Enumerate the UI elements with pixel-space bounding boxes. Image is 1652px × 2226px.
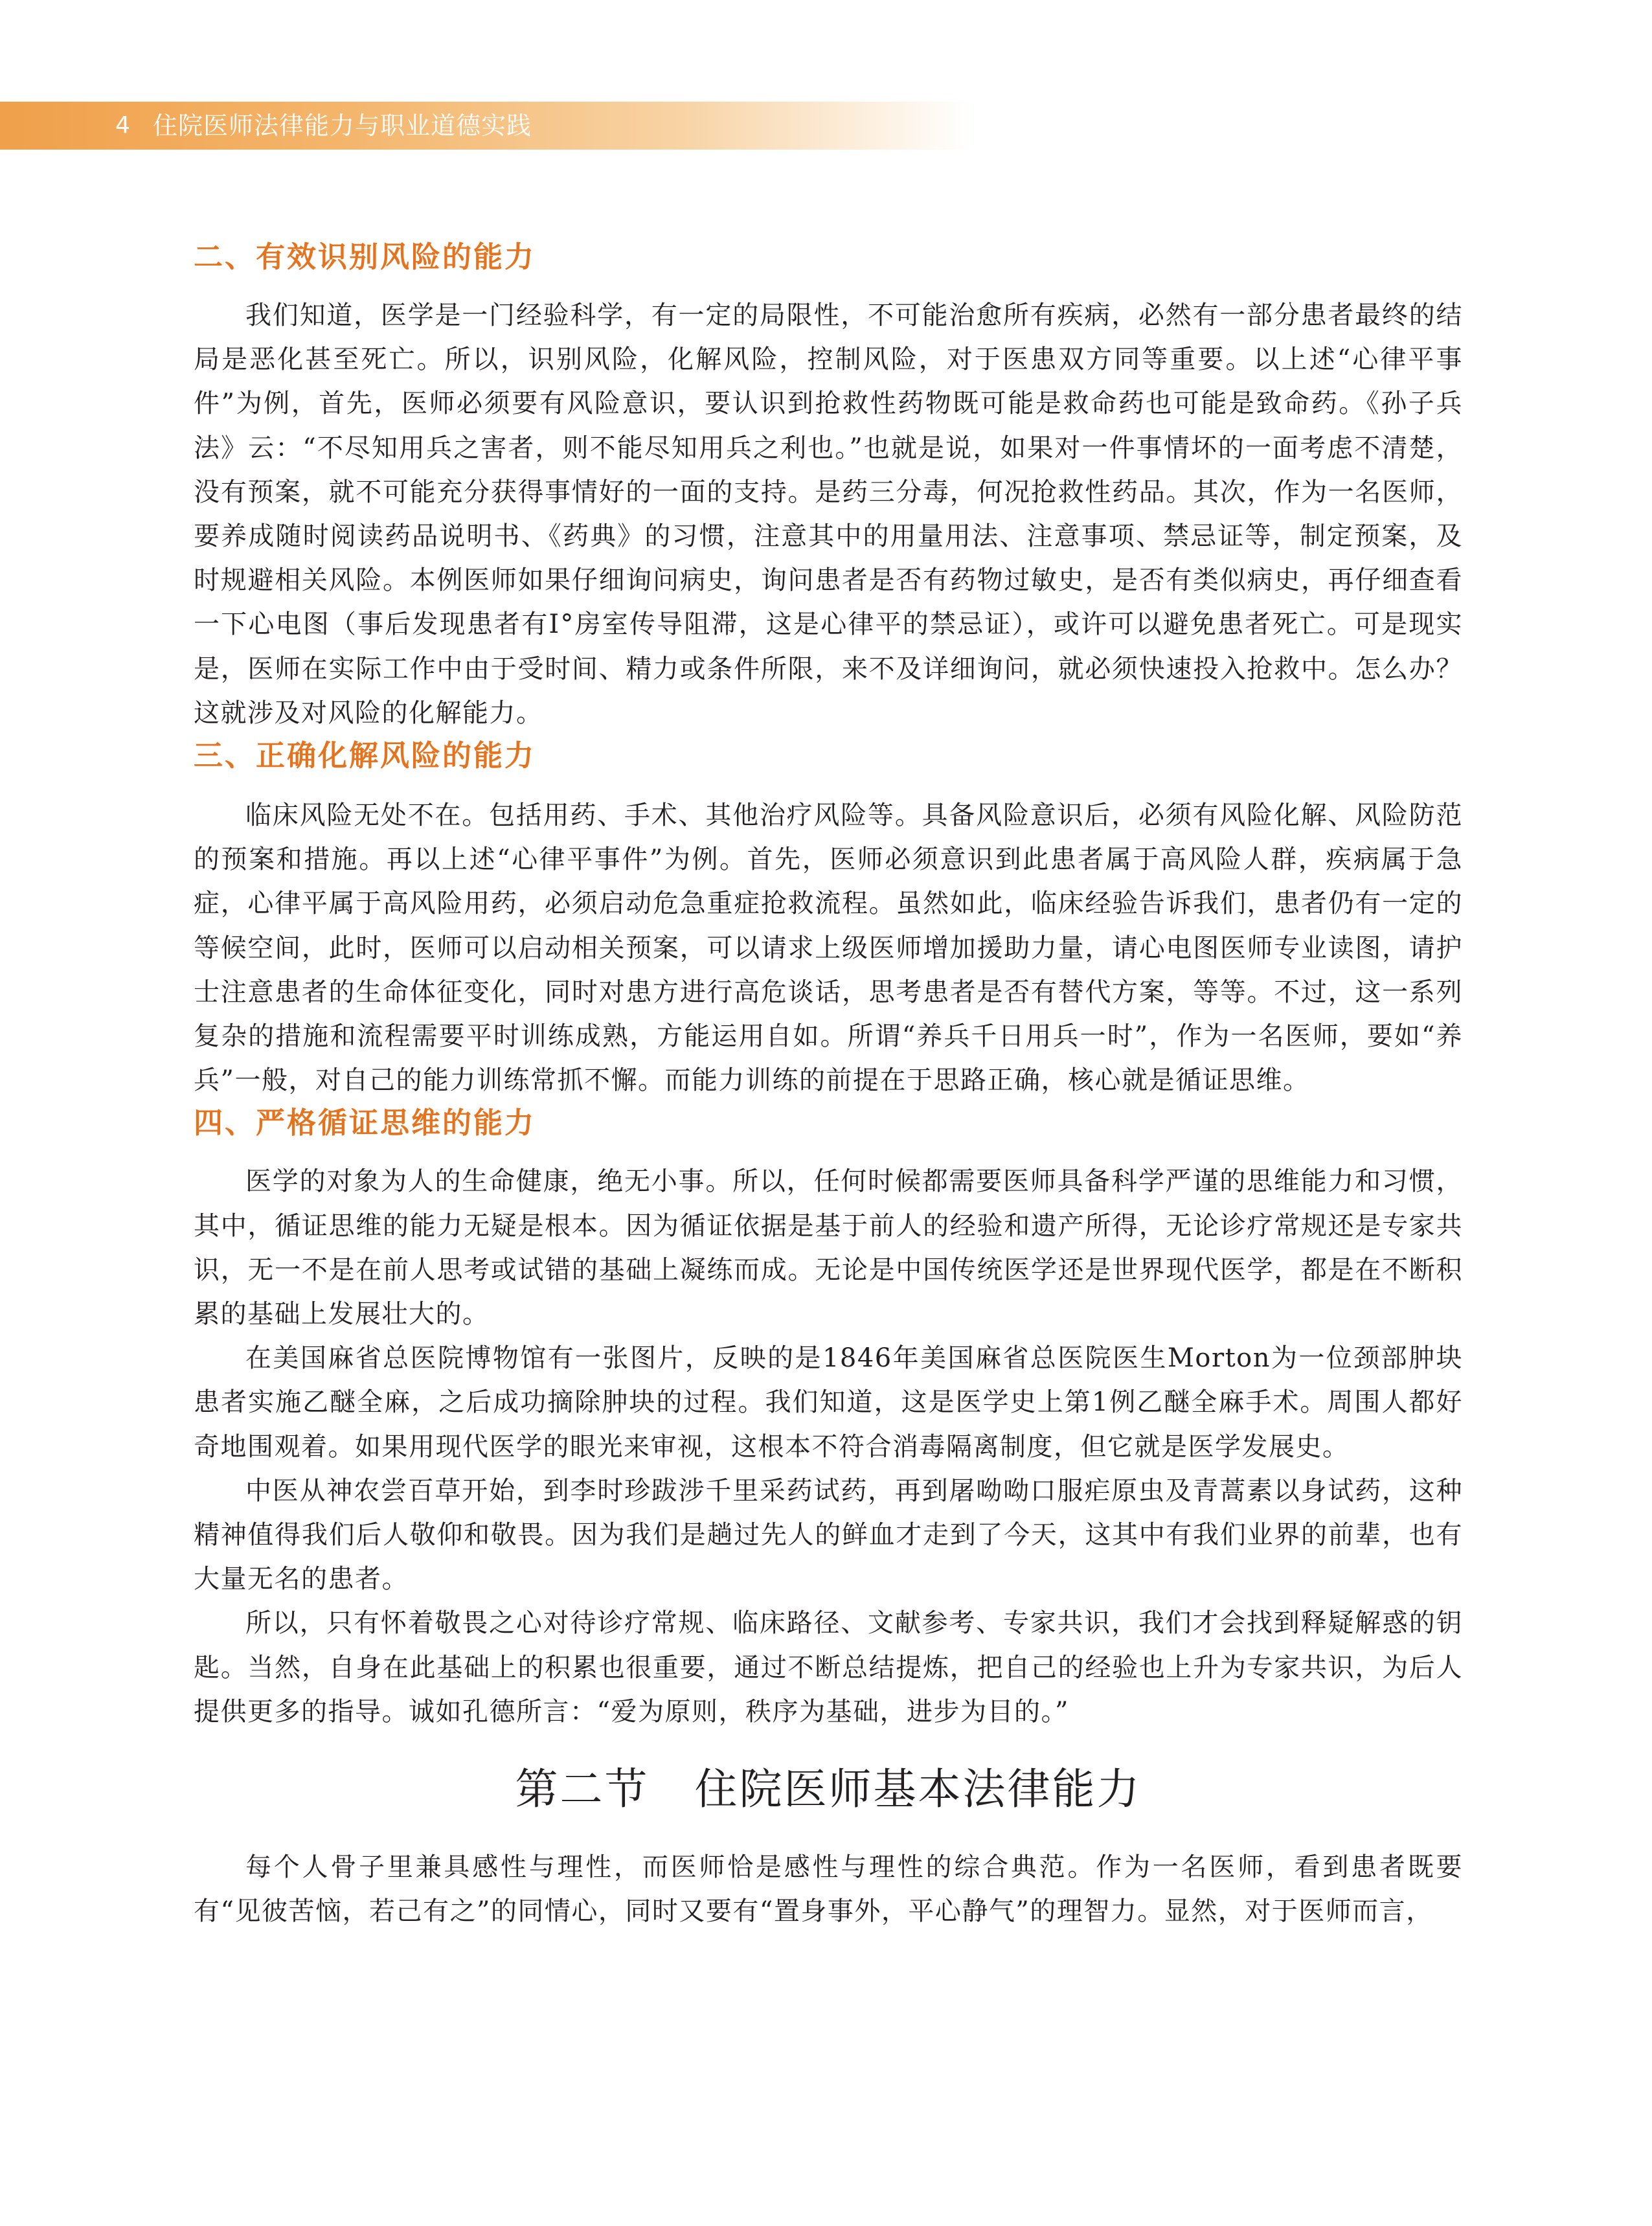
section-4-paragraph-1: 医学的对象为人的生命健康，绝无小事。所以，任何时候都需要医师具备科学严谨的思维能力和习惯，其中，循证思维的能力无疑是根本。因为循证依据是基于前人的经验和遗产所得，无论诊疗常规还是专家共识，无一不是在前人思考或试错的基础上凝练而成。无论是中国传统医学还是世界现代医学，都是在不断积累的基础上发展壮大的。 [194, 1166, 1463, 1330]
section-4-paragraph-4: 所以，只有怀着敬畏之心对待诊疗常规、临床路径、文献参考、专家共识，我们才会找到释疑解惑的钥匙。当然，自身在此基础上的积累也很重要，通过不断总结提炼，把自己的经验也上升为专家共识，为后人提供更多的指导。诚如孔德所言：“爱为原则，秩序为基础，进步为目的。” [194, 1608, 1463, 1727]
section-2-paragraph-1: 我们知道，医学是一门经验科学，有一定的局限性，不可能治愈所有疾病，必然有一部分患者最终的结局是恶化甚至死亡。所以，识别风险，化解风险，控制风险，对于医患双方同等重要。以上述“心律平事件”为例，首先，医师必须要有风险意识，要认识到抢救性药物既可能是救命药也可能是致命药。《孙子兵法》云：“不尽知用兵之害者，则不能尽知用兵之利也。”也就是说，如果对一件事情坏的一面考虑不清楚，没有预案，就不可能充分获得事情好的一面的支持。是药三分毒，何况抢救性药品。其次，作为一名医师，要养成随时阅读药品说明书、《药典》的习惯，注意其中的用量用法、注意事项、禁忌证等，制定预案，及时规避相关风险。本例医师如果仔细询问病史，询问患者是否有药物过敏史，是否有类似病史，再仔细查看一下心电图（事后发现患者有Ⅰ°房室传导阻滞，这是心律平的禁忌证），或许可以避免患者死亡。可是现实是，医师在实际工作中由于受时间、精力或条件所限，来不及详细询问，就必须快速投入抢救中。怎么办？这就涉及对风险的化解能力。 [194, 301, 1463, 728]
section-heading-4: 四、严格循证思维的能力 [194, 1106, 536, 1141]
section-3-paragraph-1: 临床风险无处不在。包括用药、手术、其他治疗风险等。具备风险意识后，必须有风险化解、风险防范的预案和措施。再以上述“心律平事件”为例。首先，医师必须意识到此患者属于高风险人群，疾病属于急症，心律平属于高风险用药，必须启动危急重症抢救流程。虽然如此，临床经验告诉我们，患者仍有一定的等候空间，此时，医师可以启动相关预案，可以请求上级医师增加援助力量，请心电图医师专业读图，请护士注意患者的生命体征变化，同时对患方进行高危谈话，思考患者是否有替代方案，等等。不过，这一系列复杂的措施和流程需要平时训练成熟，方能运用自如。所谓“养兵千日用兵一时”，作为一名医师，要如“养兵”一般，对自己的能力训练常抓不懈。而能力训练的前提在于思路正确，核心就是循证思维。 [194, 801, 1463, 1096]
chapter-paragraph-1: 每个人骨子里兼具感性与理性，而医师恰是感性与理性的综合典范。作为一名医师，看到患者既要有“见彼苦恼，若己有之”的同情心，同时又要有“置身事外，平心静气”的理智力。显然，对于医师而言， [194, 1852, 1463, 1927]
section-heading-2: 二、有效识别风险的能力 [194, 240, 536, 274]
chapter-title: 住院医师基本法律能力 [694, 1764, 1142, 1815]
page-number: 4 [115, 112, 130, 139]
running-header-title: 住院医师法律能力与职业道德实践 [153, 111, 532, 140]
page-body [194, 236, 1463, 1934]
section-4-paragraph-2: 在美国麻省总医院博物馆有一张图片，反映的是1846年美国麻省总医院医生Morton为一位颈部肿块患者实施乙醚全麻，之后成功摘除肿块的过程。我们知道，这是医学史上第1例乙醚全麻手术。周围人都好奇地围观着。如果用现代医学的眼光来审视，这根本不符合消毒隔离制度，但它就是医学发展史。 [194, 1343, 1463, 1462]
section-heading-3: 三、正确化解风险的能力 [194, 738, 536, 773]
chapter-number: 第二节 [515, 1764, 650, 1815]
chapter-heading [194, 1762, 1463, 1817]
section-4-paragraph-3: 中医从神农尝百草开始，到李时珍跋涉千里采药试药，再到屠呦呦口服疟原虫及青蒿素以身试药，这种精神值得我们后人敬仰和敬畏。因为我们是趟过先人的鲜血才走到了今天，这其中有我们业界的前辈，也有大量无名的患者。 [194, 1475, 1463, 1595]
